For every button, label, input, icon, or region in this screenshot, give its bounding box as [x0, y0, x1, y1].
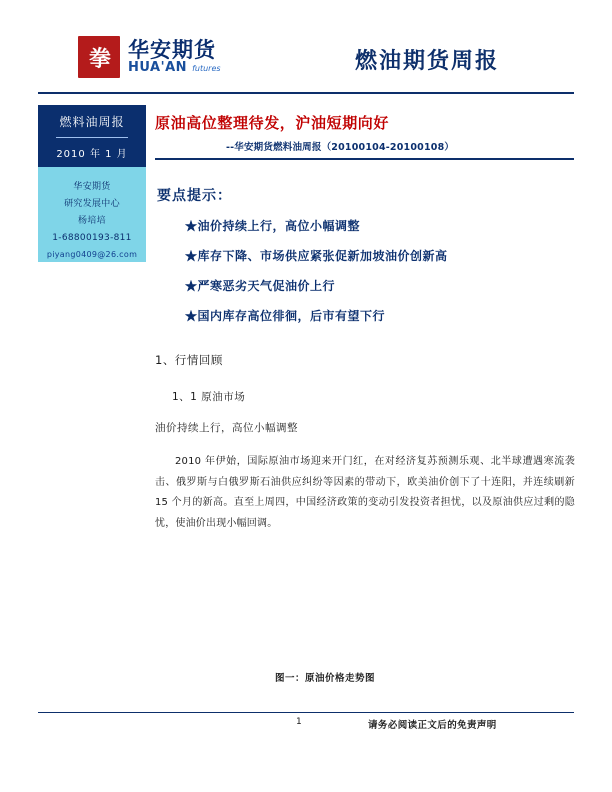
sidebar-title: 燃料油周报 — [59, 114, 125, 129]
sidebar — [38, 105, 146, 262]
contact-analyst: 杨培培 — [78, 216, 106, 227]
header-divider — [38, 92, 574, 94]
page-title: 燃油期货周报 — [355, 48, 500, 74]
sidebar-divider — [56, 137, 128, 138]
contact-phone: 1-68800193-811 — [52, 233, 132, 244]
key-point-item: ★严寒恶劣天气促油价上行 — [185, 279, 336, 293]
contact-department: 研究发展中心 — [64, 199, 120, 210]
company-logo — [78, 36, 221, 78]
logo-seal-icon: 拳 — [78, 36, 120, 78]
footer-disclaimer: 请务必阅读正文后的免责声明 — [368, 720, 497, 731]
section-heading: 1、行情回顾 — [155, 353, 223, 367]
sidebar-contact-block — [38, 167, 146, 262]
contact-email[interactable]: piyang0409@26.com — [46, 250, 138, 260]
footer-divider — [38, 712, 574, 713]
figure-caption: 图一：原油价格走势图 — [275, 673, 376, 684]
contact-company: 华安期货 — [73, 182, 111, 192]
page-number: 1 — [296, 717, 302, 727]
logo-english-name — [128, 61, 221, 75]
key-point-item: ★国内库存高位徘徊，后市有望下行 — [185, 309, 386, 323]
subsection-heading: 1、1 原油市场 — [172, 391, 246, 403]
body-paragraph: 2010 年伊始，国际原油市场迎来开门红，在对经济复苏预测乐观、北半球遭遇寒流袭击、俄罗斯与白俄罗斯石油供应纠纷等因素的带动下，欧美油价创下了十连阳，并连续刷新 15 个月的新高。直至上周四，中国经济政策的变动引发投资者担忧，以及原油供应过剩的隐忧，使油价出现小幅回调。 — [155, 456, 575, 529]
sidebar-date: 2010 年 1 月 — [56, 148, 128, 160]
document-header — [0, 0, 612, 96]
article-subheadline: --华安期货燃料油周报（20100104-20100108） — [226, 142, 455, 153]
article-headline: 原油高位整理待发，沪油短期向好 — [155, 114, 390, 132]
subsection-summary: 油价持续上行，高位小幅调整 — [155, 422, 298, 434]
key-point-item: ★库存下降、市场供应紧张促新加坡油价创新高 — [185, 249, 448, 263]
logo-english-sub: futures — [192, 64, 221, 74]
key-points-title: 要点提示： — [157, 188, 232, 204]
key-point-item: ★油价持续上行，高位小幅调整 — [185, 219, 361, 233]
sidebar-header — [38, 105, 146, 167]
logo-english-text: HUA'AN — [128, 60, 188, 76]
logo-chinese-name: 华安期货 — [128, 38, 216, 63]
logo-wordmark — [128, 39, 221, 75]
headline-divider — [155, 158, 574, 160]
